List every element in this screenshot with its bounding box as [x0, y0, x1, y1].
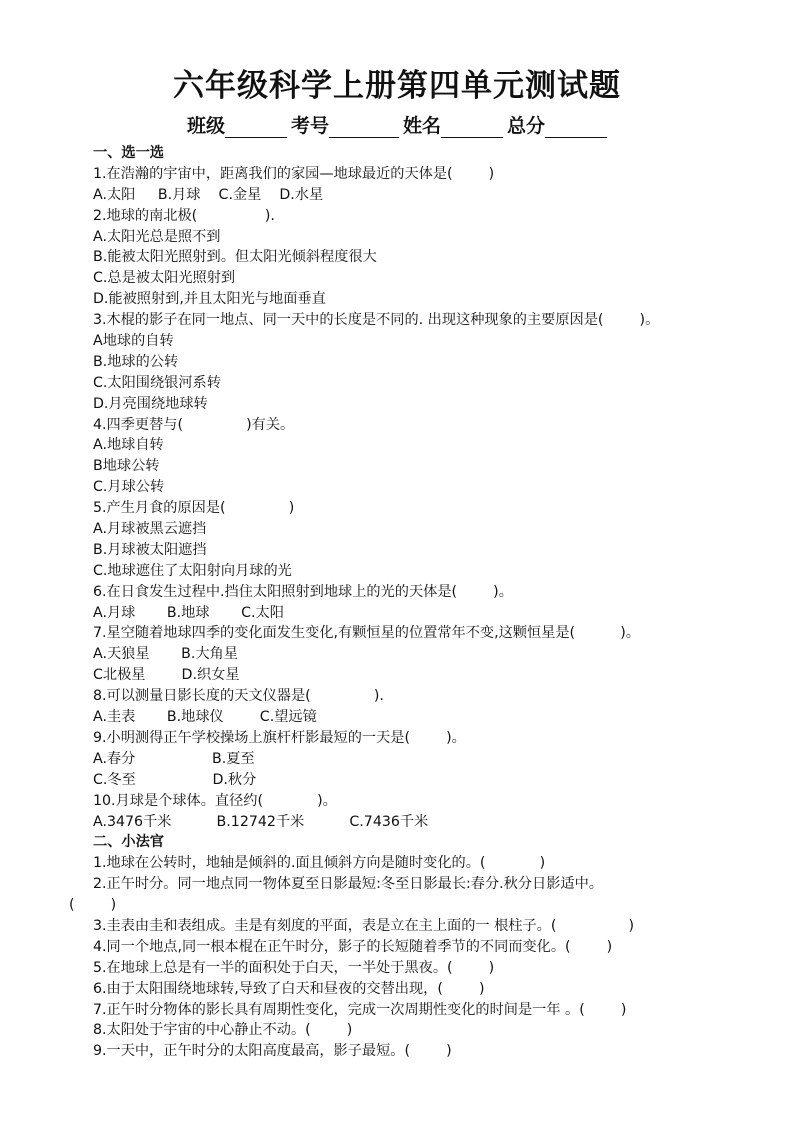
question-line: 4.四季更替与( )有关。: [93, 416, 295, 433]
question-line: A.月球 B.地球 C.太阳: [93, 604, 284, 621]
section-heading: 二、小法官: [93, 834, 164, 851]
question-line: 4.同一个地点,同一根本棍在正午时分，影子的长短随着季节的不同而变化。( ): [93, 938, 613, 955]
question-line: 1.在浩瀚的宇宙中，距离我们的家园—地球最近的天体是( ): [93, 165, 495, 182]
question-line: A.太阳 B.月球 C.金星 D.水星: [93, 186, 324, 203]
question-line: 6.在日食发生过程中.挡住太阳照射到地球上的光的天体是( )。: [93, 583, 513, 600]
score-blank[interactable]: [545, 119, 607, 138]
question-line: A.地球自转: [93, 437, 164, 454]
question-line: 8.太阳处于宇宙的中心静止不动。( ): [93, 1022, 353, 1039]
question-line: 8.可以测量日影长度的天文仪器是( ).: [93, 688, 384, 705]
name-field: [403, 111, 503, 138]
question-line: B.能被太阳光照射到。但太阳光倾斜程度很大: [93, 249, 377, 266]
class-label: 班级: [186, 115, 225, 137]
question-line: C.总是被太阳光照射到: [93, 270, 236, 287]
document-title: 六年级科学上册第四单元测试题: [173, 68, 621, 104]
question-line: C北极星 D.织女星: [93, 667, 240, 684]
question-line: A.天狼星 B.大角星: [93, 646, 238, 663]
question-line: C.地球遮住了太阳射向月球的光: [93, 562, 292, 579]
question-line: C.太阳围绕银河系转: [93, 374, 221, 391]
question-line: 1.地球在公转时，地轴是倾斜的.面且倾斜方向是随时变化的。( ): [93, 855, 546, 872]
question-line: A.月球被黑云遮挡: [93, 521, 207, 538]
question-list: [69, 143, 783, 1062]
name-label: 姓名: [403, 115, 442, 137]
question-line: 5.产生月食的原因是( ): [93, 500, 295, 517]
question-line: ( ): [69, 897, 117, 914]
question-line: 7.星空随着地球四季的变化面发生变化,有颗恒星的位置常年不变,这颗恒星是( )。: [93, 625, 640, 642]
question-line: B.月球被太阳遮挡: [93, 541, 207, 558]
section-heading: 一、选一选: [93, 145, 164, 161]
question-line: 2.地球的南北极( ).: [93, 207, 275, 224]
question-line: D.能被照射到,并且太阳光与地面垂直: [93, 291, 326, 308]
question-line: 3.木棍的影子在同一地点、同一天中的长度是不同的. 出现这种现象的主要原因是( )。: [93, 312, 660, 329]
question-line: 9.一天中，正午时分的太阳高度最高，影子最短。( ): [93, 1043, 452, 1060]
class-blank[interactable]: [225, 119, 287, 138]
name-blank[interactable]: [441, 119, 503, 138]
question-line: C.月球公转: [93, 479, 165, 496]
exam-no-field: [291, 111, 399, 138]
question-line: A.太阳光总是照不到: [93, 228, 221, 245]
question-line: A.春分 B.夏至: [93, 750, 255, 767]
exam-no-label: 考号: [290, 115, 329, 137]
class-field: [187, 111, 287, 138]
question-line: C.冬至 D.秋分: [93, 771, 257, 788]
question-line: B地球公转: [93, 458, 160, 475]
question-line: 2.正午时分。同一地点同一物体夏至日影最短:冬至日影最长:春分.秋分日影适中。: [93, 876, 603, 893]
student-info-row: [0, 111, 794, 138]
question-line: A.圭表 B.地球仪 C.望远镜: [93, 709, 317, 726]
question-line: 10.月球是个球体。直径约( )。: [93, 792, 337, 809]
question-line: 7.正午时分物体的影长具有周期性变化，完成一次周期性变化的时间是一年 。( ): [93, 1001, 627, 1018]
question-line: A.3476千米 B.12742千米 C.7436千米: [93, 813, 429, 830]
question-line: A地球的自转: [93, 333, 174, 350]
question-line: 9.小明测得正午学校操场上旗杆杆影最短的一天是( )。: [93, 729, 466, 746]
question-line: 5.在地球上总是有一半的面积处于白天，一半处于黑夜。( ): [93, 959, 495, 976]
question-line: B.地球的公转: [93, 353, 179, 370]
question-line: 6.由于太阳围绕地球转,导致了白天和昼夜的交替出现，( ): [93, 980, 485, 997]
exam-no-blank[interactable]: [329, 119, 399, 138]
question-line: D.月亮围绕地球转: [93, 395, 208, 412]
question-line: 3.圭表由圭和表组成。圭是有刻度的平面，表是立在主上面的一 根柱子。( ): [93, 917, 635, 934]
score-label: 总分: [507, 115, 546, 137]
score-field: [507, 111, 607, 138]
